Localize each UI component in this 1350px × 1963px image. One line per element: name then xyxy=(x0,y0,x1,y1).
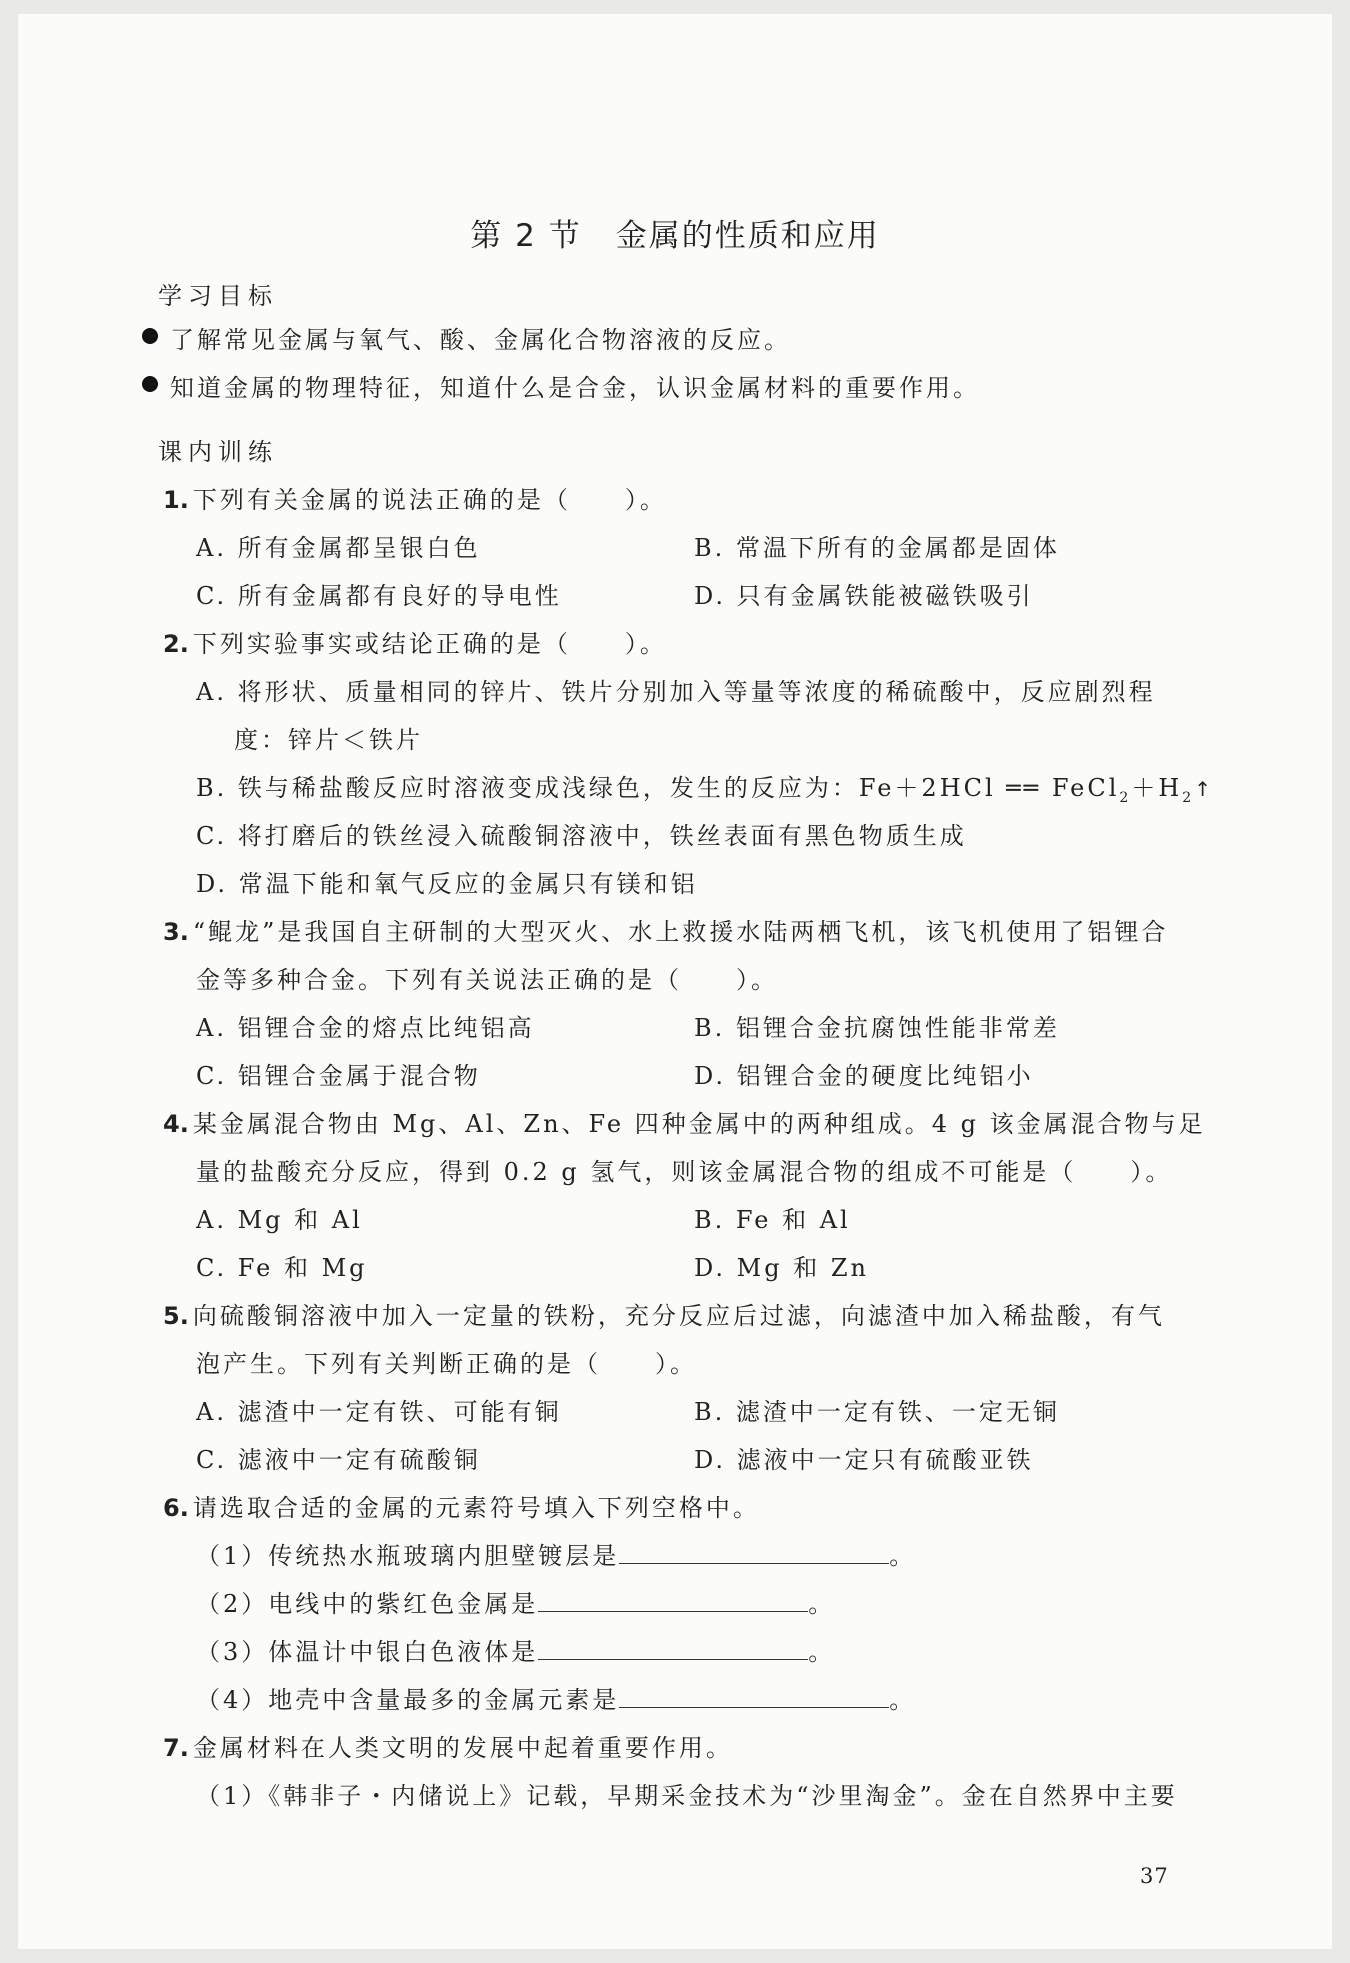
page-number: 37 xyxy=(1140,1864,1169,1888)
question-stem: 下列实验事实或结论正确的是（ ）。 xyxy=(192,630,667,658)
question-stem-continued: 泡产生。下列有关判断正确的是（ ）。 xyxy=(196,1350,697,1378)
goal-item xyxy=(170,320,791,355)
period: 。 xyxy=(889,1542,917,1570)
question-5 xyxy=(163,1296,1165,1331)
section-title: 金属的性质和应用 xyxy=(615,218,880,254)
sub-question-3 xyxy=(196,1632,835,1667)
question-stem: 向硫酸铜溶液中加入一定量的铁粉，充分反应后过滤，向滤渣中加入稀盐酸，有气 xyxy=(192,1302,1165,1330)
option-c: C. 所有金属都有良好的导电性 xyxy=(196,582,562,610)
option-c: C. 滤液中一定有硫酸铜 xyxy=(196,1446,481,1474)
bullet-icon xyxy=(142,328,158,344)
equation-text: B. 铁与稀盐酸反应时溶液变成浅绿色，发生的反应为：Fe＋2HCl ══ FeCl xyxy=(196,774,1120,802)
answer-blank[interactable] xyxy=(619,1685,889,1708)
option-a: A. 滤渣中一定有铁、可能有铜 xyxy=(196,1398,562,1426)
period: 。 xyxy=(889,1686,917,1714)
option-d: D. 常温下能和氧气反应的金属只有镁和铝 xyxy=(196,870,698,898)
sub-question-1 xyxy=(196,1536,916,1571)
option-c: C. 铝锂合金属于混合物 xyxy=(196,1062,481,1090)
question-number: 6. xyxy=(163,1494,189,1522)
period: 。 xyxy=(808,1590,836,1618)
question-6 xyxy=(163,1488,760,1523)
equation-text: ＋H xyxy=(1131,774,1183,802)
question-stem-continued: 金等多种合金。下列有关说法正确的是（ ）。 xyxy=(196,966,778,994)
sub-question-2 xyxy=(196,1584,835,1619)
option-a: A. 将形状、质量相同的锌片、铁片分别加入等量等浓度的稀硫酸中，反应剧烈程 xyxy=(196,678,1156,706)
answer-blank[interactable] xyxy=(619,1541,889,1564)
option-a: A. 铝锂合金的熔点比纯铝高 xyxy=(196,1014,535,1042)
sub-question-4 xyxy=(196,1680,916,1715)
sub-question-1: （1）《韩非子・内储说上》记载，早期采金技术为“沙里淘金”。金在自然界中主要 xyxy=(196,1782,1178,1810)
question-stem: 某金属混合物由 Mg、Al、Zn、Fe 四种金属中的两种组成。4 g 该金属混合物与足 xyxy=(192,1110,1206,1138)
option-b: B. 常温下所有的金属都是固体 xyxy=(694,534,1060,562)
question-stem: “鲲龙”是我国自主研制的大型灭火、水上救援水陆两栖飞机，该飞机使用了铝锂合 xyxy=(192,918,1169,946)
question-4 xyxy=(163,1104,1206,1139)
option-d: D. 滤液中一定只有硫酸亚铁 xyxy=(694,1446,1034,1474)
sub-question-text: （2）电线中的紫红色金属是 xyxy=(196,1590,539,1618)
sub-question-text: （3）体温计中银白色液体是 xyxy=(196,1638,539,1666)
question-number: 4. xyxy=(163,1110,189,1138)
question-number: 2. xyxy=(163,630,189,658)
answer-blank[interactable] xyxy=(538,1637,808,1660)
option-b: B. Fe 和 Al xyxy=(694,1206,851,1234)
goals-heading: 学习目标 xyxy=(158,282,278,310)
option-a: A. Mg 和 Al xyxy=(196,1206,363,1234)
question-stem: 金属材料在人类文明的发展中起着重要作用。 xyxy=(192,1734,733,1762)
option-a: A. 所有金属都呈银白色 xyxy=(196,534,481,562)
question-number: 1. xyxy=(163,486,189,514)
question-stem-continued: 量的盐酸充分反应，得到 0.2 g 氢气，则该金属混合物的组成不可能是（ ）。 xyxy=(196,1158,1173,1186)
answer-blank[interactable] xyxy=(538,1589,808,1612)
goal-text: 知道金属的物理特征，知道什么是合金，认识金属材料的重要作用。 xyxy=(170,374,980,402)
goal-text: 了解常见金属与氧气、酸、金属化合物溶液的反应。 xyxy=(170,326,791,354)
sub-question-text: （1）传统热水瓶玻璃内胆壁镀层是 xyxy=(196,1542,620,1570)
question-1 xyxy=(163,480,667,515)
question-number: 7. xyxy=(163,1734,189,1762)
question-number: 5. xyxy=(163,1302,189,1330)
page-title xyxy=(18,210,1332,255)
question-stem: 下列有关金属的说法正确的是（ ）。 xyxy=(192,486,667,514)
textbook-page xyxy=(18,14,1332,1949)
option-d: D. 铝锂合金的硬度比纯铝小 xyxy=(694,1062,1034,1090)
subscript: 2 xyxy=(1182,789,1195,806)
option-c: C. Fe 和 Mg xyxy=(196,1254,368,1282)
option-b xyxy=(196,768,1214,806)
question-7 xyxy=(163,1728,733,1763)
subscript: 2 xyxy=(1119,789,1132,806)
bullet-icon xyxy=(142,376,158,392)
option-b: B. 滤渣中一定有铁、一定无铜 xyxy=(694,1398,1060,1426)
goal-item xyxy=(170,368,980,403)
gas-arrow-icon: ↑ xyxy=(1194,777,1214,801)
option-d: D. Mg 和 Zn xyxy=(694,1254,869,1282)
question-stem: 请选取合适的金属的元素符号填入下列空格中。 xyxy=(192,1494,760,1522)
question-number: 3. xyxy=(163,918,189,946)
option-a-continued: 度：锌片＜铁片 xyxy=(234,726,423,754)
period: 。 xyxy=(808,1638,836,1666)
training-heading: 课内训练 xyxy=(158,438,278,466)
option-b: B. 铝锂合金抗腐蚀性能非常差 xyxy=(694,1014,1060,1042)
sub-question-text: （4）地壳中含量最多的金属元素是 xyxy=(196,1686,620,1714)
option-d: D. 只有金属铁能被磁铁吸引 xyxy=(694,582,1034,610)
question-3 xyxy=(163,912,1168,947)
option-c: C. 将打磨后的铁丝浸入硫酸铜溶液中，铁丝表面有黑色物质生成 xyxy=(196,822,967,850)
question-2 xyxy=(163,624,667,659)
section-number: 第 2 节 xyxy=(470,218,582,254)
